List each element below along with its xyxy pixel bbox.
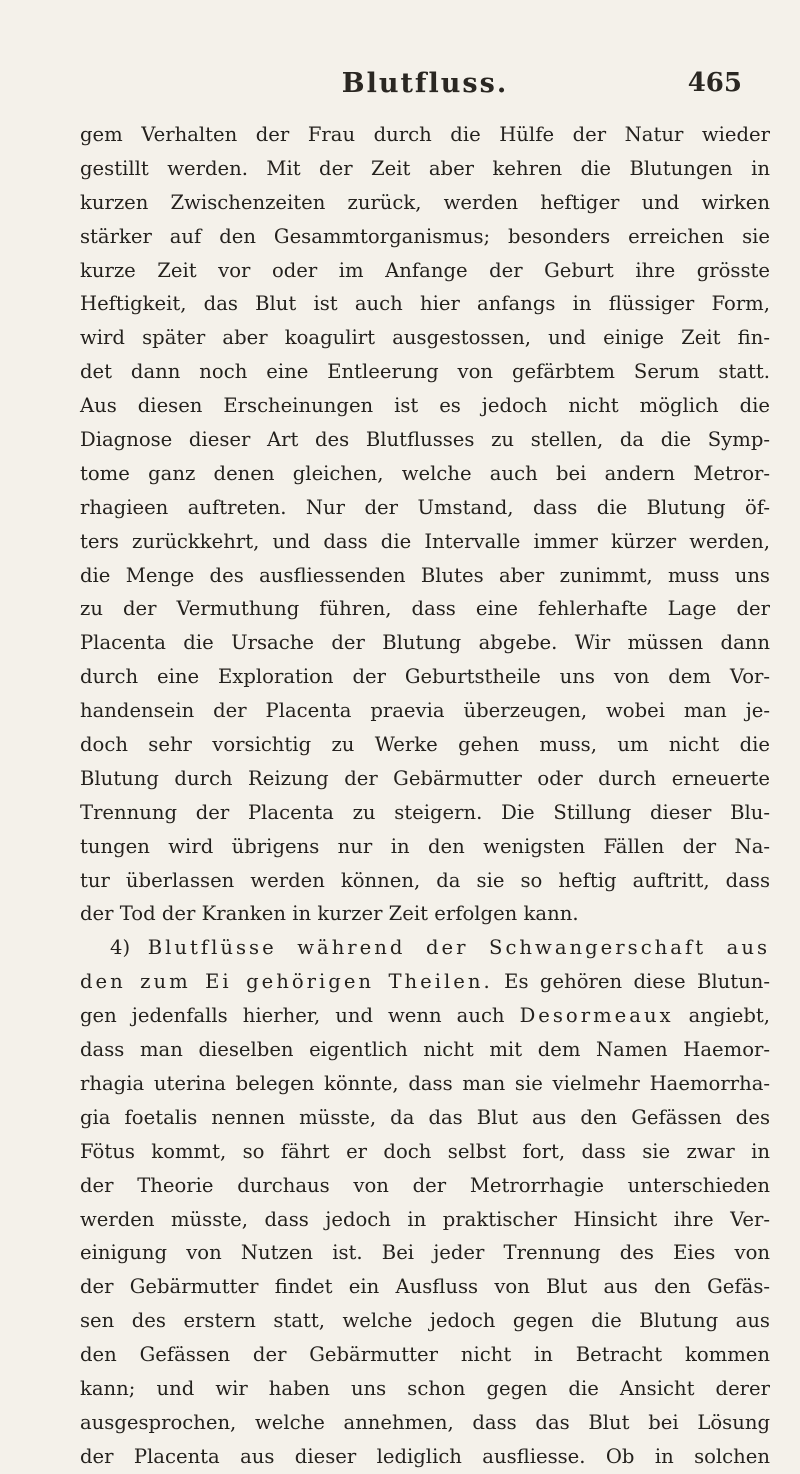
- text-line: gestillt werden. Mit der Zeit aber kehren die Blutungen in: [80, 156, 770, 180]
- text-line: einigung von Nutzen ist. Bei jeder Trennung des Eies von: [80, 1241, 770, 1265]
- page-number: 465: [687, 68, 742, 98]
- text-line: rhagia uterina belegen könnte, dass man sie vielmehr Haemorrha-: [80, 1071, 770, 1095]
- text-line: Fötus kommt, so fährt er doch selbst fort, dass sie zwar in: [80, 1139, 770, 1163]
- text-line: tome ganz denen gleichen, welche auch bei andern Metror-: [80, 461, 770, 485]
- text-line: der Placenta aus dieser lediglich ausfliesse. Ob in solchen: [80, 1444, 770, 1468]
- text-segment: Es gehören diese Blutun-: [504, 970, 770, 994]
- text-line: ausgesprochen, welche annehmen, dass das Blut bei Lösung: [80, 1410, 770, 1434]
- text-line: dass man dieselben eigentlich nicht mit dem Namen Haemor-: [80, 1038, 770, 1062]
- section-heading-line: [80, 931, 770, 965]
- running-title: Blutfluss.: [341, 68, 509, 99]
- text-line: durch eine Exploration der Geburtstheile uns von dem Vor-: [80, 665, 770, 689]
- text-line: doch sehr vorsichtig zu Werke gehen muss, um nicht die: [80, 733, 770, 757]
- text-line: der Tod der Kranken in kurzer Zeit erfolgen kann.: [80, 902, 579, 926]
- section-number: 4): [110, 936, 131, 960]
- text-line: Blutung durch Reizung der Gebärmutter oder durch erneuerte: [80, 766, 770, 790]
- text-line: Placenta die Ursache der Blutung abgebe. Wir müssen dann: [80, 631, 770, 655]
- text-line: zu der Vermuthung führen, dass eine fehlerhafte Lage der: [80, 597, 770, 621]
- text-line: ters zurückkehrt, und dass die Intervalle immer kürzer werden,: [80, 529, 770, 553]
- page-header: [80, 68, 770, 104]
- text-segment: gen jedenfalls hierher, und wenn auch: [80, 1004, 505, 1028]
- text-line: den Gefässen der Gebärmutter nicht in Betracht kommen: [80, 1343, 770, 1367]
- text-line: wird später aber koagulirt ausgestossen, und einige Zeit fin-: [80, 326, 770, 350]
- text-line: Heftigkeit, das Blut ist auch hier anfangs in flüssiger Form,: [80, 292, 770, 316]
- text-line: kann; und wir haben uns schon gegen die Ansicht derer: [80, 1376, 770, 1400]
- text-line: sen des erstern statt, welche jedoch gegen die Blutung aus: [80, 1309, 770, 1333]
- text-line: gia foetalis nennen müsste, da das Blut aus den Gefässen des: [80, 1105, 770, 1129]
- text-line: Aus diesen Erscheinungen ist es jedoch nicht möglich die: [80, 394, 770, 418]
- text-line: [80, 999, 770, 1033]
- text-line: handensein der Placenta praevia überzeugen, wobei man je-: [80, 699, 770, 723]
- text-line: gem Verhalten der Frau durch die Hülfe der Natur wieder: [80, 123, 770, 146]
- section-heading-continued: den zum Ei gehörigen Theilen.: [80, 970, 493, 994]
- section-heading-line: [80, 965, 770, 999]
- text-line: Trennung der Placenta zu steigern. Die Stillung dieser Blu-: [80, 800, 770, 824]
- text-line: tur überlassen werden können, da sie so heftig auftritt, dass: [80, 868, 770, 892]
- author-name: Desormeaux: [519, 1004, 674, 1028]
- text-segment: angiebt,: [688, 1004, 770, 1028]
- text-line: tungen wird übrigens nur in den wenigsten Fällen der Na-: [80, 834, 770, 858]
- text-line: die Menge des ausfliessenden Blutes aber zunimmt, muss uns: [80, 563, 770, 587]
- text-line: Diagnose dieser Art des Blutflusses zu stellen, da die Symp-: [80, 428, 770, 452]
- text-line: det dann noch eine Entleerung von gefärbtem Serum statt.: [80, 360, 770, 384]
- text-line: kurze Zeit vor oder im Anfange der Geburt ihre grösste: [80, 258, 770, 282]
- text-line: rhagieen auftreten. Nur der Umstand, dass die Blutung öf-: [80, 495, 770, 519]
- text-line: stärker auf den Gesammtorganismus; besonders erreichen sie: [80, 224, 770, 248]
- text-line: werden müsste, dass jedoch in praktischer Hinsicht ihre Ver-: [80, 1207, 770, 1231]
- text-line: kurzen Zwischenzeiten zurück, werden heftiger und wirken: [80, 190, 770, 214]
- text-line: der Theorie durchaus von der Metrorrhagie unterschieden: [80, 1173, 770, 1197]
- body-text: [80, 118, 770, 1474]
- section-heading: Blutflüsse während der Schwangerschaft aus: [147, 936, 770, 960]
- text-line: der Gebärmutter findet ein Ausfluss von Blut aus den Gefäs-: [80, 1275, 770, 1299]
